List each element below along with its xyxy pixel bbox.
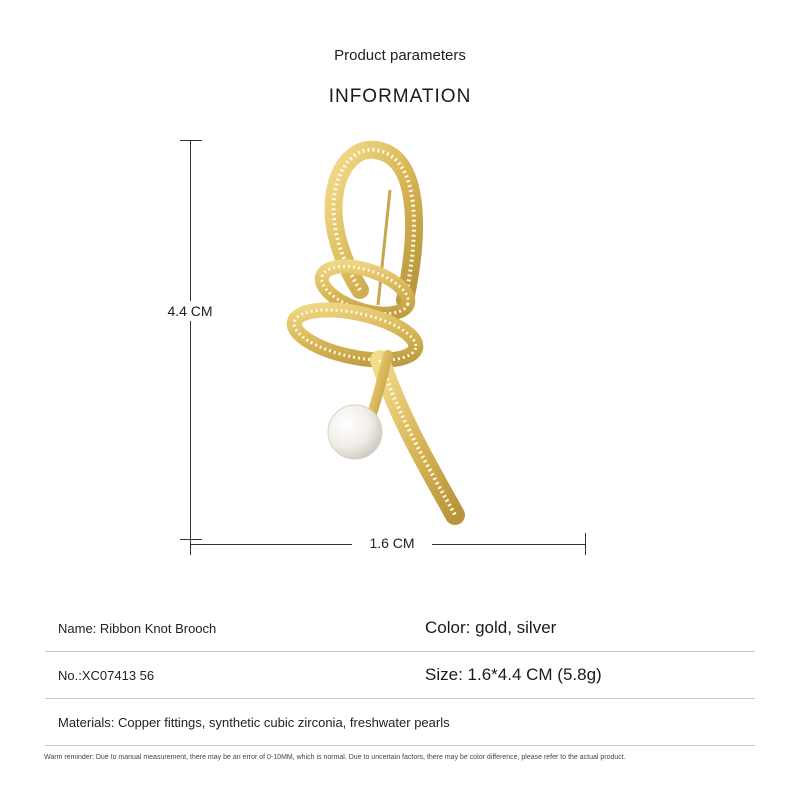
height-label: 4.4 CM <box>150 301 230 321</box>
height-dimension-cap-top <box>180 140 202 141</box>
ribbon-knot-brooch-image <box>270 130 470 530</box>
page-title: INFORMATION <box>328 86 472 107</box>
width-dimension-cap-left <box>190 533 191 555</box>
spec-row-1 <box>45 605 755 652</box>
pearl <box>328 405 382 459</box>
height-dimension-cap-bottom <box>180 539 202 540</box>
product-number: No.:XC07413 56 <box>58 667 155 683</box>
width-dimension-cap-right <box>585 533 586 555</box>
warm-reminder-note: Warm reminder: Due to manual measurement, there may be an error of 0-10MM, which is normal. Due to uncertain factors, there may be color difference, please refer to the actual product. <box>44 754 626 761</box>
spec-table <box>45 605 755 746</box>
height-dimension-line <box>190 140 191 540</box>
product-materials: Materials: Copper fittings, synthetic cubic zirconia, freshwater pearls <box>58 714 450 730</box>
product-color: Color: gold, silver <box>425 618 557 637</box>
width-label: 1.6 CM <box>352 535 432 551</box>
spec-row-3 <box>45 699 755 746</box>
spec-row-2 <box>45 652 755 699</box>
subtitle: Product parameters <box>334 47 466 64</box>
product-size: Size: 1.6*4.4 CM (5.8g) <box>425 665 602 684</box>
pin-needle <box>378 190 390 305</box>
product-name: Name: Ribbon Knot Brooch <box>58 620 217 636</box>
